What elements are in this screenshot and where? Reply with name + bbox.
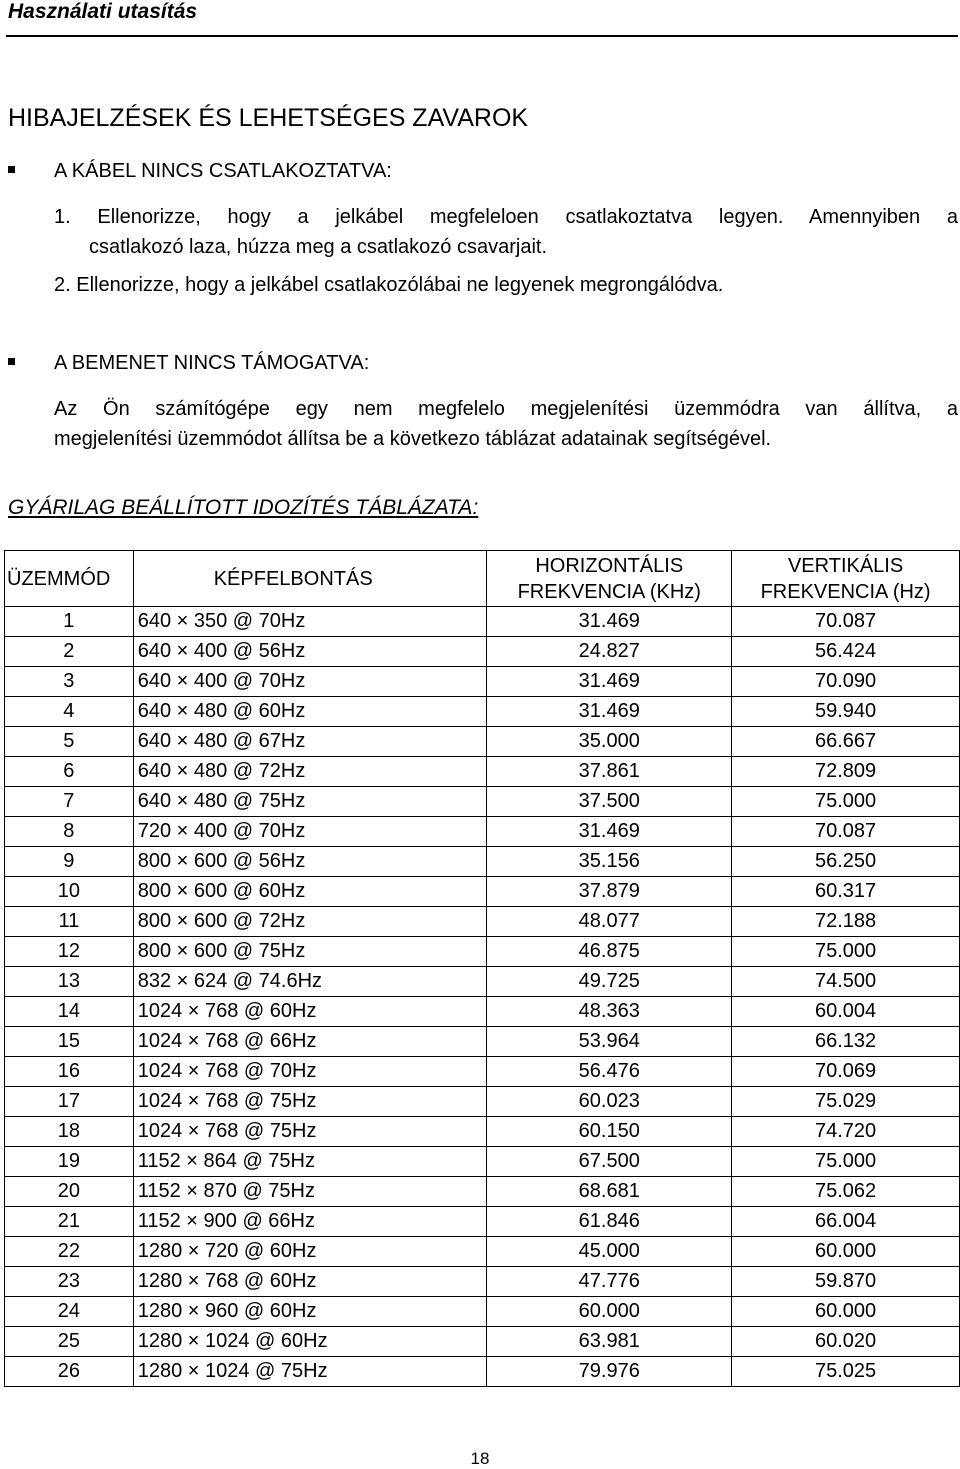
resolution-cell: 1024 × 768 @ 75Hz (133, 1117, 487, 1147)
vertical-frequency-cell: 70.069 (732, 1057, 960, 1087)
mode-cell: 18 (5, 1117, 134, 1147)
resolution-cell: 800 × 600 @ 60Hz (133, 877, 487, 907)
vertical-frequency-cell: 72.809 (732, 757, 960, 787)
horizontal-frequency-cell: 45.000 (487, 1237, 732, 1267)
resolution-cell: 1152 × 900 @ 66Hz (133, 1207, 487, 1237)
table-row (5, 1357, 960, 1387)
table-row (5, 1087, 960, 1117)
table-row (5, 637, 960, 667)
input-paragraph-line-1: Az Ön számítógépe egy nem megfelelo megjelenítési üzemmódra van állítva, a (54, 398, 958, 420)
resolution-cell: 800 × 600 @ 72Hz (133, 907, 487, 937)
mode-cell: 5 (5, 727, 134, 757)
table-row (5, 667, 960, 697)
header-mode: ÜZEMMÓD (5, 551, 134, 607)
horizontal-frequency-cell: 53.964 (487, 1027, 732, 1057)
table-row (5, 1177, 960, 1207)
table-row (5, 997, 960, 1027)
horizontal-frequency-cell: 49.725 (487, 967, 732, 997)
table-row (5, 697, 960, 727)
mode-cell: 19 (5, 1147, 134, 1177)
table-row (5, 1207, 960, 1237)
cable-item-1-line-2: csatlakozó laza, húzza meg a csatlakozó csavarjait. (89, 236, 547, 258)
horizontal-frequency-cell: 31.469 (487, 667, 732, 697)
mode-cell: 17 (5, 1087, 134, 1117)
horizontal-frequency-cell: 60.150 (487, 1117, 732, 1147)
table-row (5, 1117, 960, 1147)
header-vertical-frequency (732, 551, 960, 607)
table-row (5, 847, 960, 877)
table-row (5, 907, 960, 937)
page-number: 18 (470, 1449, 490, 1468)
horizontal-frequency-cell: 63.981 (487, 1327, 732, 1357)
cable-heading: A KÁBEL NINCS CSATLAKOZTATVA: (54, 160, 392, 182)
mode-cell: 25 (5, 1327, 134, 1357)
horizontal-frequency-cell: 79.976 (487, 1357, 732, 1387)
vertical-frequency-cell: 70.090 (732, 667, 960, 697)
horizontal-frequency-cell: 24.827 (487, 637, 732, 667)
resolution-cell: 1280 × 960 @ 60Hz (133, 1297, 487, 1327)
header-divider (6, 35, 958, 37)
bullet-square-icon (8, 166, 15, 173)
vertical-frequency-cell: 75.000 (732, 787, 960, 817)
horizontal-frequency-cell: 37.861 (487, 757, 732, 787)
vertical-frequency-cell: 74.720 (732, 1117, 960, 1147)
vertical-frequency-cell: 75.000 (732, 1147, 960, 1177)
resolution-cell: 1024 × 768 @ 60Hz (133, 997, 487, 1027)
table-row (5, 1057, 960, 1087)
resolution-cell: 800 × 600 @ 75Hz (133, 937, 487, 967)
vertical-frequency-cell: 75.025 (732, 1357, 960, 1387)
vertical-frequency-cell: 60.317 (732, 877, 960, 907)
timing-table (4, 550, 960, 1387)
resolution-cell: 720 × 400 @ 70Hz (133, 817, 487, 847)
mode-cell: 13 (5, 967, 134, 997)
input-heading: A BEMENET NINCS TÁMOGATVA: (54, 352, 370, 374)
mode-cell: 24 (5, 1297, 134, 1327)
mode-cell: 7 (5, 787, 134, 817)
table-row (5, 877, 960, 907)
vertical-frequency-cell: 59.940 (732, 697, 960, 727)
table-row (5, 757, 960, 787)
vertical-frequency-cell: 75.062 (732, 1177, 960, 1207)
horizontal-frequency-cell: 47.776 (487, 1267, 732, 1297)
horizontal-frequency-cell: 60.023 (487, 1087, 732, 1117)
mode-cell: 3 (5, 667, 134, 697)
cable-item-1 (54, 202, 958, 232)
vertical-frequency-cell: 56.424 (732, 637, 960, 667)
horizontal-frequency-cell: 35.156 (487, 847, 732, 877)
header-resolution: KÉPFELBONTÁS (133, 551, 487, 607)
header-vfreq-line-1: VERTIKÁLIS (787, 554, 904, 577)
resolution-cell: 832 × 624 @ 74.6Hz (133, 967, 487, 997)
vertical-frequency-cell: 74.500 (732, 967, 960, 997)
table-row (5, 1327, 960, 1357)
table-row (5, 727, 960, 757)
mode-cell: 23 (5, 1267, 134, 1297)
horizontal-frequency-cell: 56.476 (487, 1057, 732, 1087)
mode-cell: 6 (5, 757, 134, 787)
header-horizontal-frequency (487, 551, 732, 607)
table-row (5, 817, 960, 847)
mode-cell: 4 (5, 697, 134, 727)
mode-cell: 10 (5, 877, 134, 907)
resolution-cell: 1024 × 768 @ 70Hz (133, 1057, 487, 1087)
mode-cell: 16 (5, 1057, 134, 1087)
mode-cell: 22 (5, 1237, 134, 1267)
input-paragraph (54, 394, 958, 454)
table-row (5, 937, 960, 967)
vertical-frequency-cell: 60.000 (732, 1237, 960, 1267)
resolution-cell: 1280 × 1024 @ 75Hz (133, 1357, 487, 1387)
horizontal-frequency-cell: 67.500 (487, 1147, 732, 1177)
mode-cell: 21 (5, 1207, 134, 1237)
mode-cell: 9 (5, 847, 134, 877)
resolution-cell: 640 × 400 @ 70Hz (133, 667, 487, 697)
timing-table-title: GYÁRILAG BEÁLLÍTOTT IDOZÍTÉS TÁBLÁZATA: (8, 496, 479, 519)
resolution-cell: 640 × 350 @ 70Hz (133, 607, 487, 637)
mode-cell: 26 (5, 1357, 134, 1387)
mode-cell: 2 (5, 637, 134, 667)
table-row (5, 1147, 960, 1177)
resolution-cell: 800 × 600 @ 56Hz (133, 847, 487, 877)
table-row (5, 1237, 960, 1267)
mode-cell: 11 (5, 907, 134, 937)
resolution-cell: 640 × 400 @ 56Hz (133, 637, 487, 667)
horizontal-frequency-cell: 68.681 (487, 1177, 732, 1207)
vertical-frequency-cell: 75.000 (732, 937, 960, 967)
resolution-cell: 1280 × 768 @ 60Hz (133, 1267, 487, 1297)
vertical-frequency-cell: 59.870 (732, 1267, 960, 1297)
timing-table-body (5, 607, 960, 1387)
mode-cell: 14 (5, 997, 134, 1027)
mode-cell: 20 (5, 1177, 134, 1207)
horizontal-frequency-cell: 48.077 (487, 907, 732, 937)
horizontal-frequency-cell: 60.000 (487, 1297, 732, 1327)
resolution-cell: 640 × 480 @ 75Hz (133, 787, 487, 817)
horizontal-frequency-cell: 31.469 (487, 817, 732, 847)
horizontal-frequency-cell: 61.846 (487, 1207, 732, 1237)
vertical-frequency-cell: 60.020 (732, 1327, 960, 1357)
resolution-cell: 1152 × 870 @ 75Hz (133, 1177, 487, 1207)
cable-item-2: 2. Ellenorizze, hogy a jelkábel csatlakozólábai ne legyenek megrongálódva. (54, 274, 724, 296)
mode-cell: 15 (5, 1027, 134, 1057)
mode-cell: 1 (5, 607, 134, 637)
resolution-cell: 1280 × 720 @ 60Hz (133, 1237, 487, 1267)
vertical-frequency-cell: 56.250 (732, 847, 960, 877)
table-row (5, 1267, 960, 1297)
header-vfreq-line-2: FREKVENCIA (Hz) (760, 580, 931, 603)
vertical-frequency-cell: 60.004 (732, 997, 960, 1027)
header-hfreq-line-1: HORIZONTÁLIS (535, 554, 684, 577)
horizontal-frequency-cell: 37.879 (487, 877, 732, 907)
resolution-cell: 1024 × 768 @ 66Hz (133, 1027, 487, 1057)
horizontal-frequency-cell: 31.469 (487, 697, 732, 727)
table-row (5, 607, 960, 637)
timing-table-header-row (5, 551, 960, 607)
resolution-cell: 640 × 480 @ 72Hz (133, 757, 487, 787)
table-row (5, 1027, 960, 1057)
vertical-frequency-cell: 66.004 (732, 1207, 960, 1237)
table-row (5, 1297, 960, 1327)
section-title: HIBAJELZÉSEK ÉS LEHETSÉGES ZAVAROK (8, 104, 529, 132)
vertical-frequency-cell: 75.029 (732, 1087, 960, 1117)
horizontal-frequency-cell: 35.000 (487, 727, 732, 757)
mode-cell: 8 (5, 817, 134, 847)
input-paragraph-line-2: megjelenítési üzemmódot állítsa be a következo táblázat adatainak segítségével. (54, 428, 772, 450)
vertical-frequency-cell: 70.087 (732, 607, 960, 637)
vertical-frequency-cell: 70.087 (732, 817, 960, 847)
vertical-frequency-cell: 72.188 (732, 907, 960, 937)
mode-cell: 12 (5, 937, 134, 967)
resolution-cell: 1280 × 1024 @ 60Hz (133, 1327, 487, 1357)
table-row (5, 787, 960, 817)
resolution-cell: 1024 × 768 @ 75Hz (133, 1087, 487, 1117)
vertical-frequency-cell: 66.132 (732, 1027, 960, 1057)
bullet-square-icon (8, 358, 15, 365)
document-header-title: Használati utasítás (8, 0, 198, 23)
horizontal-frequency-cell: 37.500 (487, 787, 732, 817)
header-hfreq-line-2: FREKVENCIA (KHz) (517, 580, 701, 603)
resolution-cell: 1152 × 864 @ 75Hz (133, 1147, 487, 1177)
cable-item-1-line-1: 1. Ellenorizze, hogy a jelkábel megfeleloen csatlakoztatva legyen. Amennyiben a (54, 206, 958, 228)
resolution-cell: 640 × 480 @ 60Hz (133, 697, 487, 727)
table-row (5, 967, 960, 997)
horizontal-frequency-cell: 46.875 (487, 937, 732, 967)
vertical-frequency-cell: 66.667 (732, 727, 960, 757)
horizontal-frequency-cell: 48.363 (487, 997, 732, 1027)
resolution-cell: 640 × 480 @ 67Hz (133, 727, 487, 757)
vertical-frequency-cell: 60.000 (732, 1297, 960, 1327)
horizontal-frequency-cell: 31.469 (487, 607, 732, 637)
